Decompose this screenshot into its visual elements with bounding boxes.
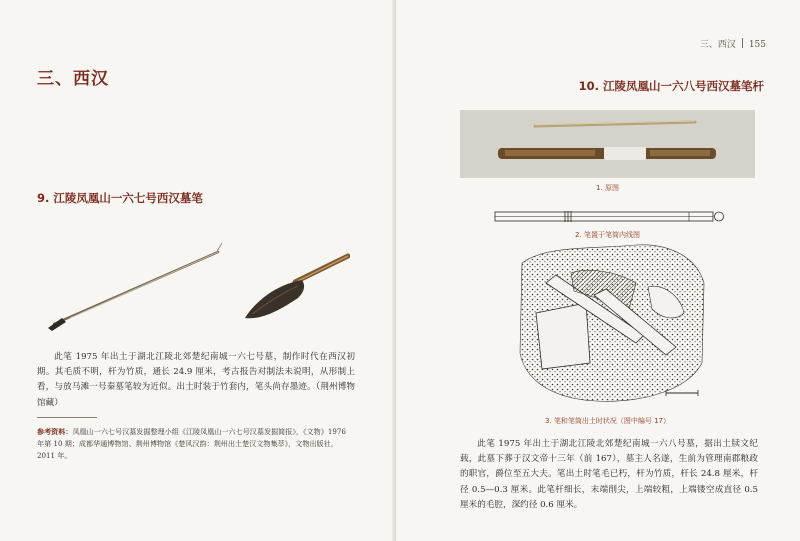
brush-photo [40,240,350,335]
excavation-drawing [516,243,706,411]
caption-3: 3. 笔和笔筒出土时状况（图中编号 17） [544,417,671,425]
caption-2: 2. 笔置于笔筒内线图 [575,231,640,239]
references [37,426,347,462]
running-header-title: 三、西汉 [699,40,736,50]
page-number: 155 [748,40,766,50]
header-divider [742,38,743,48]
item-heading-9: 9. 江陵凤凰山一六七号西汉墓笔 [37,191,203,205]
references-text: 凤凰山一六七号汉墓发掘整理小组《江陵凤凰山一六七号汉墓发掘简报》，《文物》1976 年第 10 期；成都华通博物馆、荆州博物馆《楚风汉韵：荆州出土楚汉文物集萃》，文物出版社，2011 年。 [37,427,346,460]
section-title: 三、西汉 [37,69,109,89]
references-rule [37,417,97,418]
references-label: 参考资料： [37,427,73,436]
pen-shaft-photo [460,110,755,178]
left-body-text: 此笔 1975 年出土于湖北江陵北郊楚纪南城一六七号墓，制作时代在西汉初期。其毛质不明，杆为竹质，通长 24.9 厘米，考古报告对制法未说明，从形制上看，与放马滩一号秦墓笔较为近似。出土时装于竹套内，笔头尚存墨迹。（荆州博物馆藏） [37,352,355,408]
caption-1: 1. 原图 [596,184,619,192]
item-heading-10: 10. 江陵凤凰山一六八号西汉墓笔杆 [578,79,764,93]
right-page [396,0,800,541]
pen-line-drawing [493,207,728,227]
running-header [700,37,766,50]
right-body-text: 此笔 1975 年出土于湖北江陵北郊楚纪南城一六八号墓，据出土牍文纪载，此墓下葬于汉文帝十三年（前 167），墓主人名遂，生前为管理南郡粮政的职官，爵位至五大夫。笔出土时笔毛已朽，杆为竹质，杆长 24.8 厘米，杆径 0.5—0.3 厘米。此笔杆细长，末端削尖，上端较粗，上端镂空成直径 0.5 厘米的毛腔，深约径 0.6 厘米。 [460,439,758,510]
left-page [0,0,394,541]
